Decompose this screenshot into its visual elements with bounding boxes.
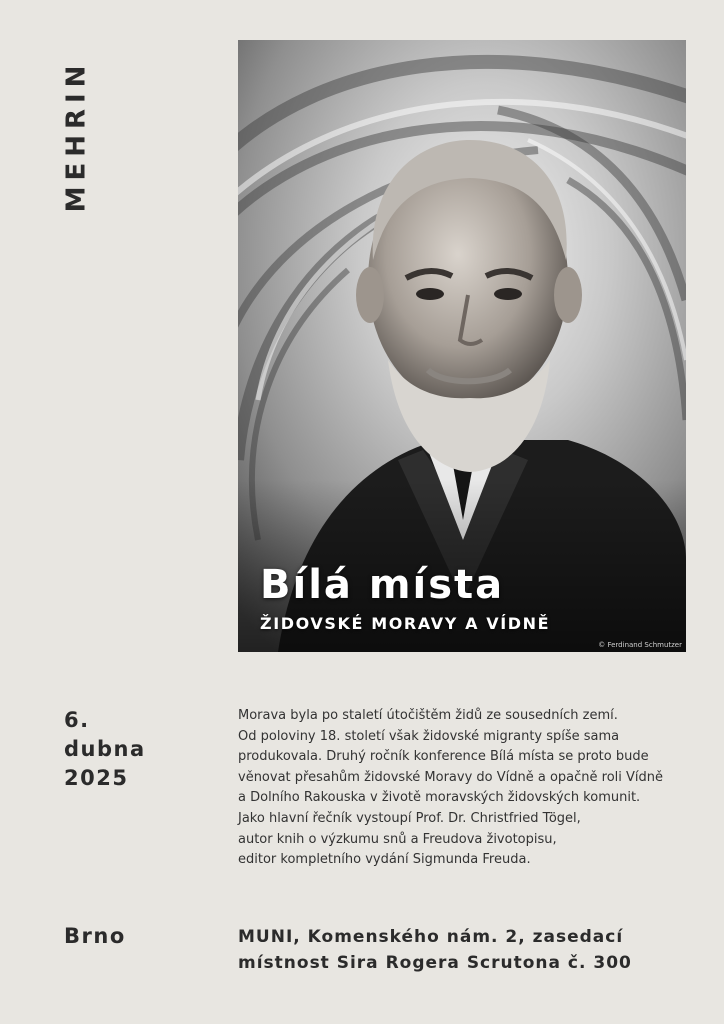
venue-line: místnost Sira Rogera Scrutona č. 300 xyxy=(238,953,632,973)
description-line: věnovat přesahům židovské Moravy do Vídně a opačně roli Vídně xyxy=(238,769,664,785)
venue-line: MUNI, Komenského nám. 2, zasedací xyxy=(238,927,624,947)
poster-image xyxy=(238,40,686,652)
date-day: 6. xyxy=(64,708,90,732)
portrait-photo xyxy=(238,40,686,652)
description-line: editor kompletního vydání Sigmunda Freuda. xyxy=(238,852,531,868)
poster-title: Bílá místa xyxy=(260,562,505,608)
event-venue xyxy=(238,924,688,976)
brand-name: MEHRIN xyxy=(61,59,92,213)
event-description xyxy=(238,706,678,871)
date-month: dubna xyxy=(64,737,146,761)
brand-vertical xyxy=(56,56,96,216)
description-line: Jako hlavní řečník vystoupí Prof. Dr. Christfried Tögel, xyxy=(238,810,581,826)
description-line: produkovala. Druhý ročník konference Bílá místa se proto bude xyxy=(238,749,649,765)
event-city: Brno xyxy=(64,924,126,948)
event-date xyxy=(64,706,146,793)
description-line: Od poloviny 18. století však židovské migranty spíše sama xyxy=(238,728,620,744)
date-year: 2025 xyxy=(64,766,129,790)
description-line: autor knih o výzkumu snů a Freudova životopisu, xyxy=(238,831,557,847)
poster-subtitle: ŽIDOVSKÉ MORAVY A VÍDNĚ xyxy=(260,614,551,633)
photo-credit: © Ferdinand Schmutzer xyxy=(598,641,682,649)
description-line: Morava byla po staletí útočištěm židů ze sousedních zemí. xyxy=(238,708,618,723)
description-line: a Dolního Rakouska v životě moravských židovských komunit. xyxy=(238,790,641,806)
